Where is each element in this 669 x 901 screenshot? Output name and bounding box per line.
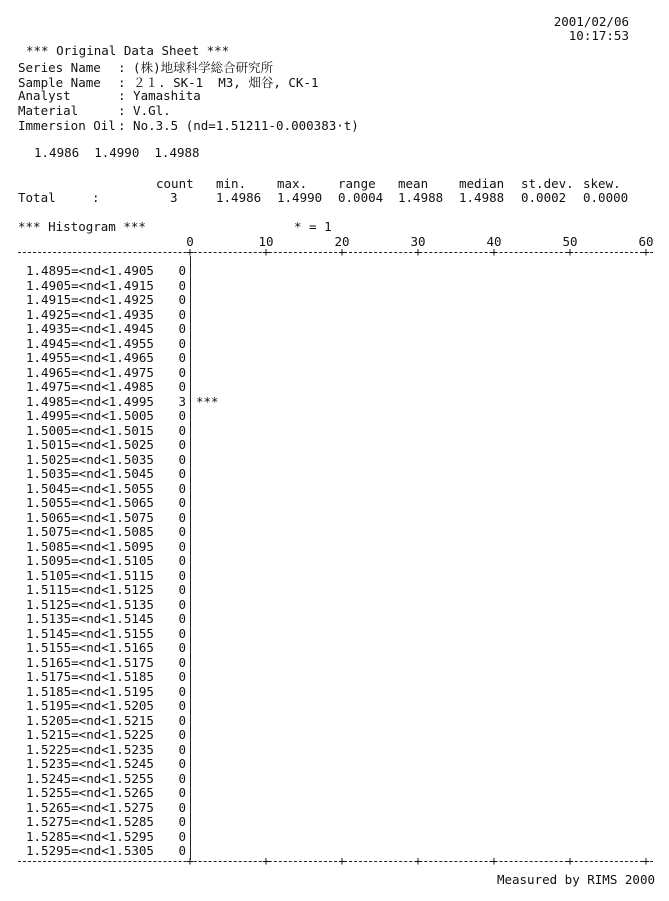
histogram-row bbox=[26, 569, 186, 584]
axis-tick-mark: + bbox=[414, 245, 422, 259]
histogram-axis-line bbox=[190, 256, 191, 860]
bin-range: 1.5195=<nd<1.5205 bbox=[26, 698, 154, 713]
bin-count: 0 bbox=[178, 567, 186, 583]
histogram-row bbox=[26, 786, 186, 801]
bin-range: 1.4905=<nd<1.4915 bbox=[26, 277, 154, 293]
histogram-row bbox=[26, 453, 186, 468]
histogram-row bbox=[26, 393, 219, 410]
histogram-row bbox=[26, 583, 186, 598]
bin-range: 1.5165=<nd<1.5175 bbox=[26, 654, 154, 670]
bin-count: 0 bbox=[178, 437, 186, 452]
histogram-row bbox=[26, 656, 186, 671]
header-field bbox=[18, 103, 171, 118]
bin-count: 0 bbox=[178, 582, 186, 597]
axis-tick-label: 10 bbox=[258, 234, 274, 249]
bin-count: 0 bbox=[178, 509, 186, 525]
bin-count: 0 bbox=[178, 654, 186, 670]
histogram-row bbox=[26, 757, 186, 772]
stats-value: 3 bbox=[170, 190, 178, 205]
histogram-row bbox=[26, 337, 186, 352]
histogram-row bbox=[26, 728, 186, 743]
bin-count: 3 bbox=[178, 393, 186, 409]
axis-tick-mark: + bbox=[490, 854, 498, 868]
axis-tick-mark: + bbox=[262, 854, 270, 868]
bin-range: 1.5175=<nd<1.5185 bbox=[26, 669, 154, 684]
histogram-row bbox=[26, 641, 186, 656]
axis-tick-mark: + bbox=[414, 854, 422, 868]
histogram-row bbox=[26, 525, 186, 540]
histogram-row bbox=[26, 612, 186, 627]
axis-tick-label: 0 bbox=[186, 234, 194, 249]
bin-range: 1.4985=<nd<1.4995 bbox=[26, 393, 154, 409]
bin-range: 1.4975=<nd<1.4985 bbox=[26, 379, 154, 394]
bin-count: 0 bbox=[178, 451, 186, 467]
stats-header: max. bbox=[277, 176, 308, 191]
histogram-row bbox=[26, 380, 186, 395]
histogram-row bbox=[26, 685, 186, 700]
bin-count: 0 bbox=[178, 770, 186, 786]
histogram-row bbox=[26, 496, 186, 511]
bin-count: 0 bbox=[178, 799, 186, 815]
bin-count: 0 bbox=[178, 625, 186, 641]
histogram-row bbox=[26, 264, 186, 279]
histogram-row bbox=[26, 438, 186, 453]
measurement-values: 1.4986 1.4990 1.4988 bbox=[34, 145, 200, 160]
histogram-row bbox=[26, 540, 186, 555]
bin-range: 1.4955=<nd<1.4965 bbox=[26, 350, 154, 365]
stats-value: 0.0000 bbox=[583, 190, 629, 205]
histogram-row bbox=[26, 801, 186, 816]
bin-range: 1.4945=<nd<1.4955 bbox=[26, 335, 154, 351]
bin-range: 1.5025=<nd<1.5035 bbox=[26, 451, 154, 467]
stats-header: mean bbox=[398, 176, 429, 191]
bin-range: 1.5055=<nd<1.5065 bbox=[26, 495, 154, 510]
histogram-row bbox=[26, 511, 186, 526]
bin-range: 1.5275=<nd<1.5285 bbox=[26, 814, 154, 829]
bin-range: 1.5135=<nd<1.5145 bbox=[26, 611, 154, 626]
bin-range: 1.5095=<nd<1.5105 bbox=[26, 553, 154, 568]
histogram-row bbox=[26, 830, 186, 845]
histogram-row bbox=[26, 554, 186, 569]
histogram-top-rule bbox=[18, 252, 653, 253]
bin-range: 1.4895=<nd<1.4905 bbox=[26, 263, 154, 278]
axis-tick-label: 60 bbox=[638, 234, 654, 249]
bin-count: 0 bbox=[178, 785, 186, 800]
bin-range: 1.5235=<nd<1.5245 bbox=[26, 756, 154, 771]
stats-header: st.dev. bbox=[521, 176, 574, 191]
histogram-row bbox=[26, 322, 186, 337]
histogram-row bbox=[26, 308, 186, 323]
histogram-row bbox=[26, 743, 186, 758]
histogram-row bbox=[26, 772, 186, 787]
bin-range: 1.4925=<nd<1.4935 bbox=[26, 306, 154, 322]
bin-count: 0 bbox=[178, 669, 186, 684]
bin-count: 0 bbox=[178, 292, 186, 307]
bin-count: 0 bbox=[178, 712, 186, 728]
axis-tick-label: 20 bbox=[334, 234, 350, 249]
bin-range: 1.5125=<nd<1.5135 bbox=[26, 596, 154, 612]
stats-value: 1.4988 bbox=[398, 190, 444, 205]
bin-range: 1.5045=<nd<1.5055 bbox=[26, 480, 154, 496]
bin-count: 0 bbox=[178, 350, 186, 365]
bin-range: 1.5225=<nd<1.5235 bbox=[26, 741, 154, 757]
bin-count: 0 bbox=[178, 553, 186, 568]
stats-value: 1.4990 bbox=[277, 190, 323, 205]
axis-tick-mark: + bbox=[490, 245, 498, 259]
histogram-row bbox=[26, 467, 186, 482]
bin-range: 1.5035=<nd<1.5045 bbox=[26, 466, 154, 481]
bin-count: 0 bbox=[178, 596, 186, 612]
bin-count: 0 bbox=[178, 828, 186, 844]
bin-count: 0 bbox=[178, 480, 186, 496]
bin-range: 1.5155=<nd<1.5165 bbox=[26, 640, 154, 655]
stats-value: 0.0004 bbox=[338, 190, 384, 205]
stats-total-label: Total bbox=[18, 190, 56, 205]
bin-range: 1.5005=<nd<1.5015 bbox=[26, 422, 154, 438]
histogram-row bbox=[26, 351, 186, 366]
header-field-key: Series Name bbox=[18, 60, 101, 75]
print-date: 2001/02/06 bbox=[553, 14, 629, 29]
bin-range: 1.5205=<nd<1.5215 bbox=[26, 712, 154, 728]
bin-range: 1.5075=<nd<1.5085 bbox=[26, 524, 154, 539]
axis-tick-mark: + bbox=[642, 245, 650, 259]
bin-range: 1.5245=<nd<1.5255 bbox=[26, 770, 154, 786]
bin-range: 1.4915=<nd<1.4925 bbox=[26, 292, 154, 307]
bin-range: 1.5285=<nd<1.5295 bbox=[26, 828, 154, 844]
axis-tick-label: 50 bbox=[562, 234, 578, 249]
bin-range: 1.5065=<nd<1.5075 bbox=[26, 509, 154, 525]
axis-tick-mark: + bbox=[338, 245, 346, 259]
histogram-row bbox=[26, 279, 186, 294]
bin-count: 0 bbox=[178, 364, 186, 380]
histogram-title: *** Histogram *** bbox=[18, 219, 146, 234]
bin-range: 1.5145=<nd<1.5155 bbox=[26, 625, 154, 641]
axis-tick-mark: + bbox=[186, 854, 194, 868]
header-field-key: Sample Name bbox=[18, 75, 101, 90]
bin-count: 0 bbox=[178, 306, 186, 322]
stats-value: 1.4986 bbox=[216, 190, 262, 205]
header-field-value: : V.Gl. bbox=[118, 103, 171, 118]
bin-count: 0 bbox=[178, 263, 186, 278]
bin-range: 1.4965=<nd<1.4975 bbox=[26, 364, 154, 380]
bin-range: 1.5185=<nd<1.5195 bbox=[26, 683, 154, 699]
axis-tick-label: 40 bbox=[486, 234, 502, 249]
bin-range: 1.4935=<nd<1.4945 bbox=[26, 321, 154, 336]
bin-count: 0 bbox=[178, 727, 186, 742]
bin-count: 0 bbox=[178, 756, 186, 771]
stats-header: range bbox=[338, 176, 376, 191]
bin-range: 1.5265=<nd<1.5275 bbox=[26, 799, 154, 815]
bin-count: 0 bbox=[178, 408, 186, 423]
bin-count: 0 bbox=[178, 321, 186, 336]
bin-bar: *** bbox=[196, 393, 219, 409]
histogram-row bbox=[26, 815, 186, 830]
header-field-value: : (株)地球科学総合研究所 bbox=[118, 60, 274, 75]
histogram-bottom-rule bbox=[18, 861, 653, 862]
histogram-row bbox=[26, 627, 186, 642]
axis-tick-mark: + bbox=[642, 854, 650, 868]
histogram-row bbox=[26, 598, 186, 613]
header-field-key: Immersion Oil bbox=[18, 118, 116, 133]
sheet-title: *** Original Data Sheet *** bbox=[26, 43, 230, 58]
bin-range: 1.5215=<nd<1.5225 bbox=[26, 727, 154, 742]
bin-count: 0 bbox=[178, 538, 186, 554]
stats-header: count bbox=[156, 176, 194, 191]
histogram-row bbox=[26, 424, 186, 439]
bin-range: 1.4995=<nd<1.5005 bbox=[26, 408, 154, 423]
bin-count: 0 bbox=[178, 611, 186, 626]
header-field-key: Material bbox=[18, 103, 79, 118]
axis-tick-mark: + bbox=[186, 245, 194, 259]
bin-count: 0 bbox=[178, 495, 186, 510]
bin-count: 0 bbox=[178, 843, 186, 858]
stats-value: 1.4988 bbox=[459, 190, 505, 205]
print-time: 10:17:53 bbox=[568, 28, 629, 43]
bin-count: 0 bbox=[178, 814, 186, 829]
header-field-value: : No.3.5 (nd=1.51211-0.000383·t) bbox=[118, 118, 359, 133]
header-field-key: Analyst bbox=[18, 88, 71, 103]
footer-note: Measured by RIMS 2000 bbox=[496, 872, 655, 887]
histogram-row bbox=[26, 714, 186, 729]
axis-tick-mark: + bbox=[338, 854, 346, 868]
header-field-value: : ２１. SK-1 M3, 畑谷, CK-1 bbox=[118, 75, 319, 90]
bin-range: 1.5255=<nd<1.5265 bbox=[26, 785, 154, 800]
histogram-scale-note: * = 1 bbox=[294, 219, 332, 234]
bin-count: 0 bbox=[178, 683, 186, 699]
bin-count: 0 bbox=[178, 379, 186, 394]
header-field bbox=[18, 88, 201, 103]
bin-count: 0 bbox=[178, 640, 186, 655]
header-field-value: : Yamashita bbox=[118, 88, 201, 103]
bin-range: 1.5105=<nd<1.5115 bbox=[26, 567, 154, 583]
histogram-row bbox=[26, 670, 186, 685]
bin-range: 1.5085=<nd<1.5095 bbox=[26, 538, 154, 554]
stats-colon: : bbox=[92, 190, 100, 205]
histogram-row bbox=[26, 482, 186, 497]
bin-count: 0 bbox=[178, 466, 186, 481]
bin-count: 0 bbox=[178, 335, 186, 351]
bin-count: 0 bbox=[178, 698, 186, 713]
histogram-row bbox=[26, 699, 186, 714]
axis-tick-mark: + bbox=[566, 854, 574, 868]
histogram-row bbox=[26, 293, 186, 308]
stats-header: min. bbox=[216, 176, 247, 191]
stats-header: skew. bbox=[583, 176, 621, 191]
bin-count: 0 bbox=[178, 741, 186, 757]
axis-tick-label: 30 bbox=[410, 234, 426, 249]
header-field bbox=[18, 118, 359, 133]
bin-count: 0 bbox=[178, 277, 186, 293]
histogram-row bbox=[26, 844, 186, 859]
bin-range: 1.5295=<nd<1.5305 bbox=[26, 843, 154, 858]
bin-count: 0 bbox=[178, 524, 186, 539]
stats-value: 0.0002 bbox=[521, 190, 567, 205]
bin-count: 0 bbox=[178, 422, 186, 438]
axis-tick-mark: + bbox=[262, 245, 270, 259]
axis-tick-mark: + bbox=[566, 245, 574, 259]
histogram-row bbox=[26, 409, 186, 424]
bin-range: 1.5015=<nd<1.5025 bbox=[26, 437, 154, 452]
stats-header: median bbox=[459, 176, 505, 191]
bin-range: 1.5115=<nd<1.5125 bbox=[26, 582, 154, 597]
histogram-row bbox=[26, 366, 186, 381]
